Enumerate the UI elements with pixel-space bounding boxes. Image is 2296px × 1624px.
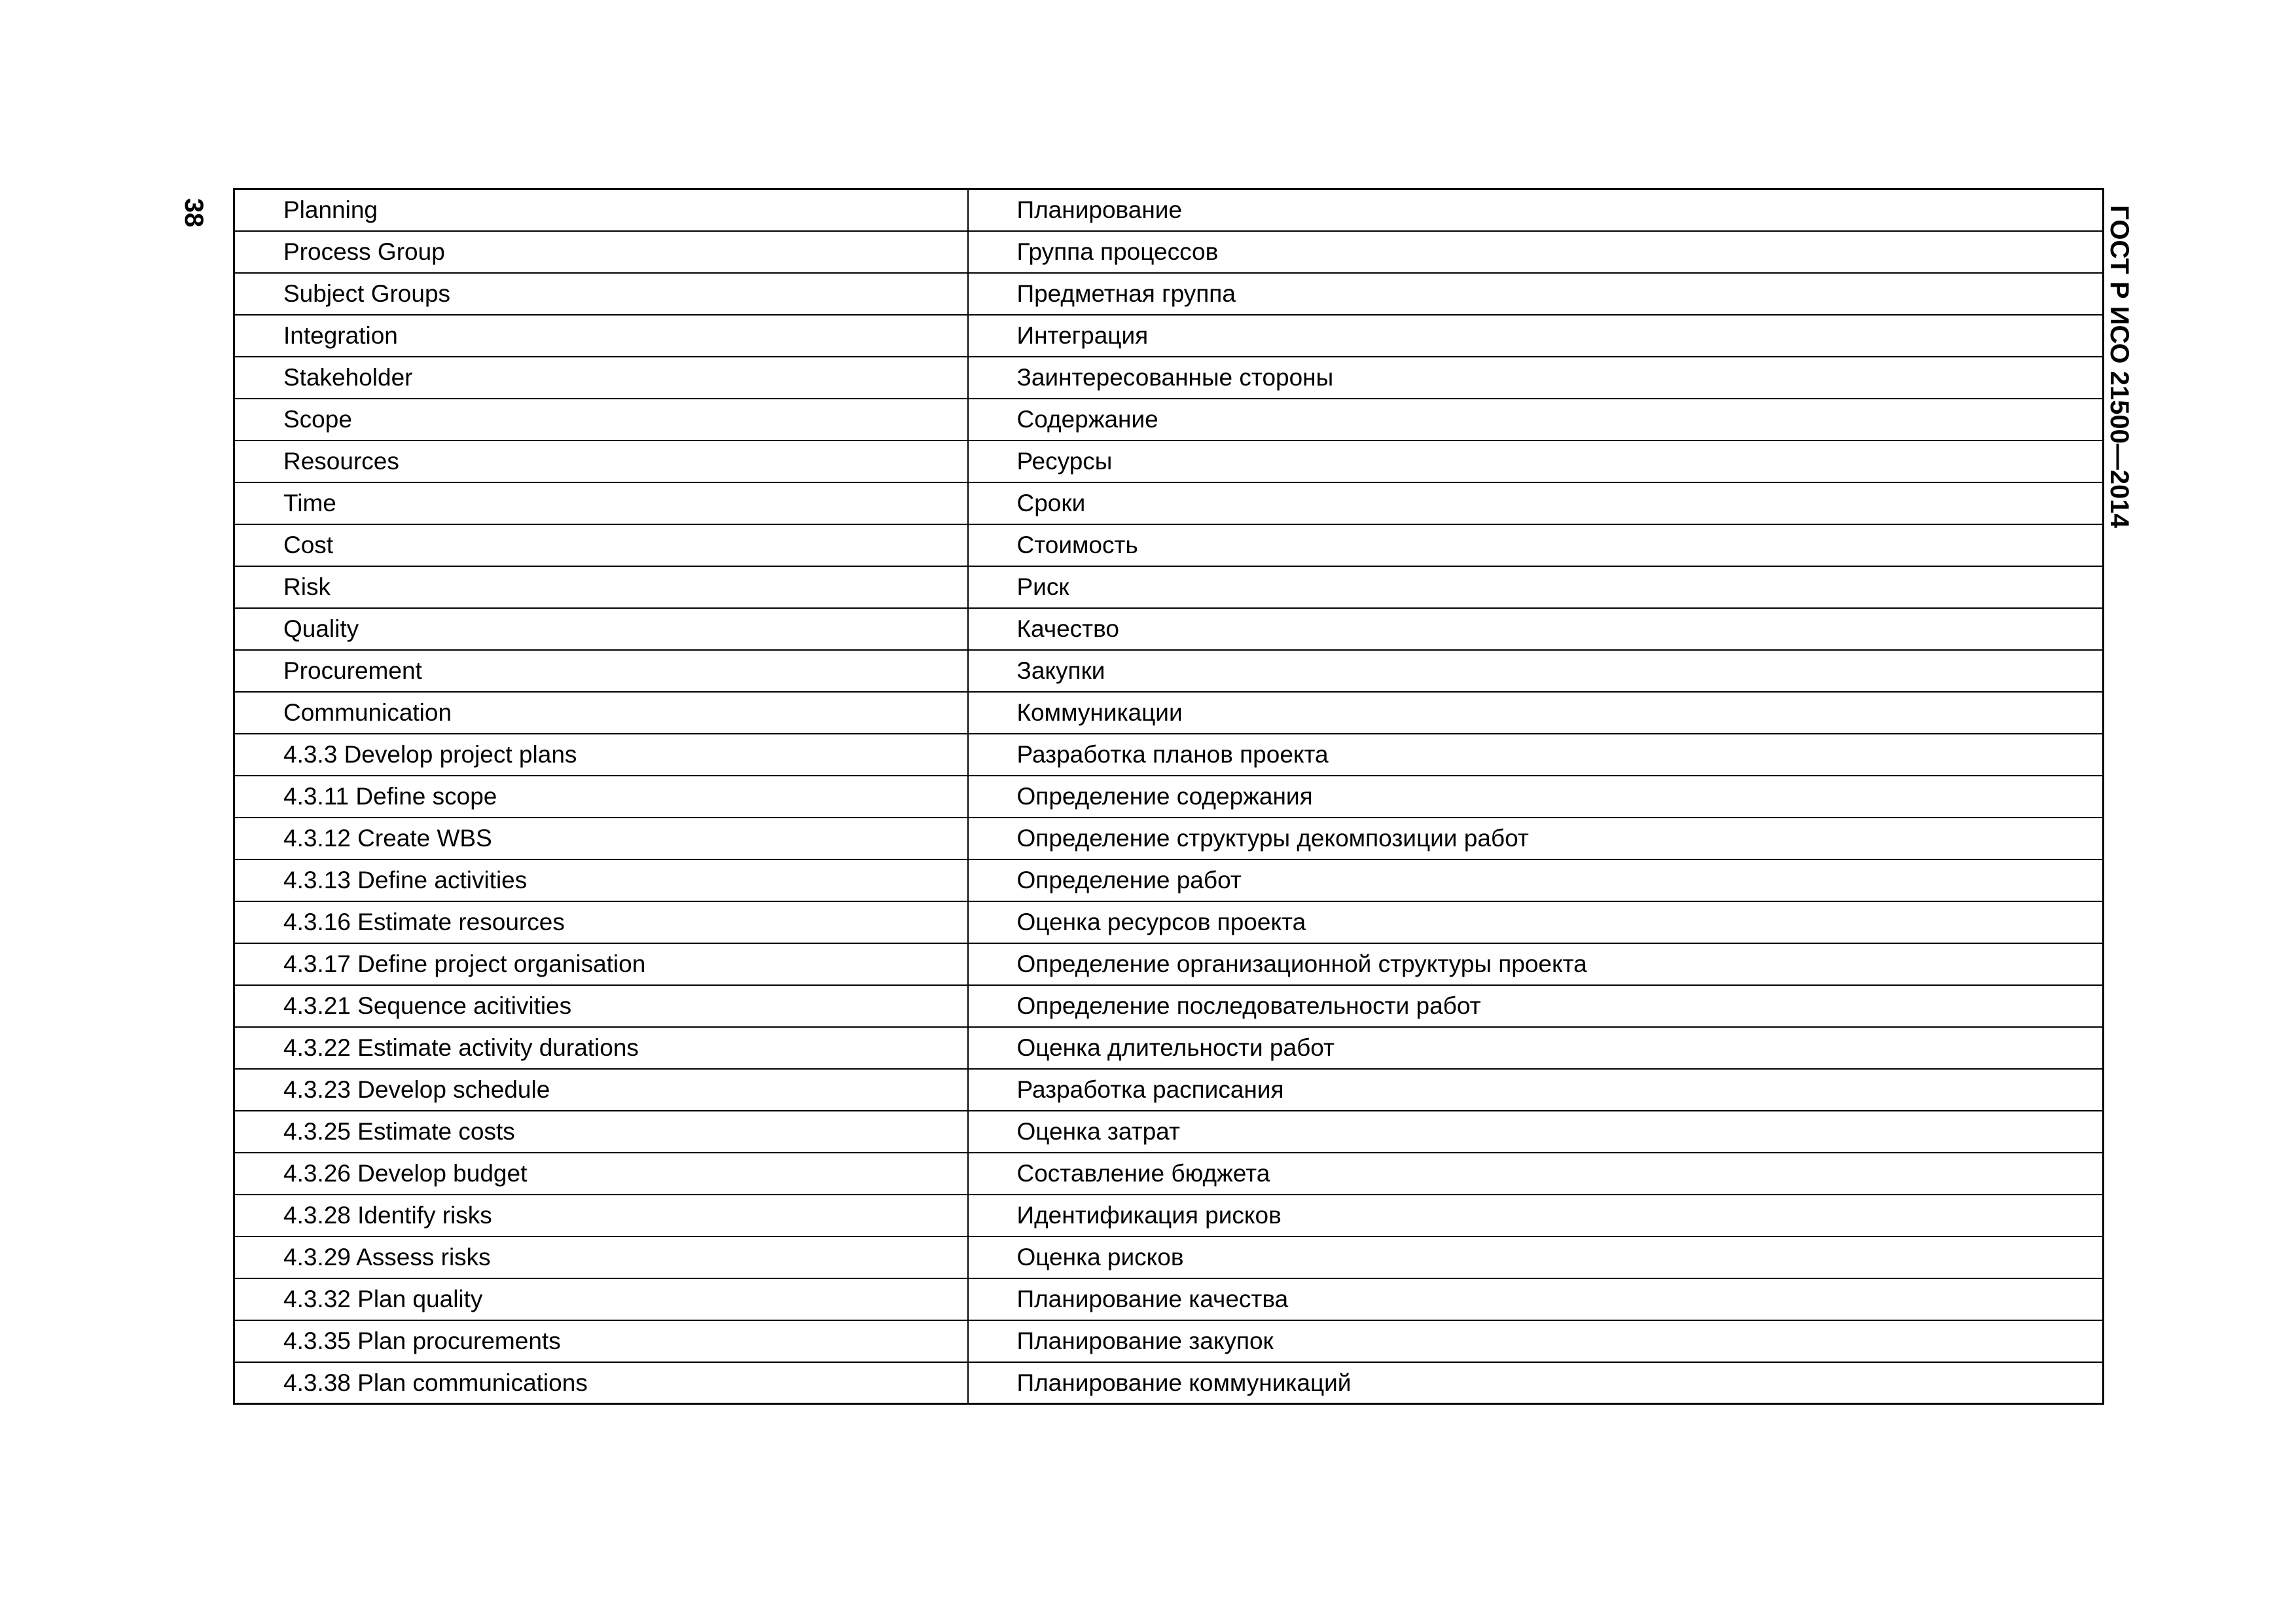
term-english: 4.3.21 Sequence acitivities xyxy=(234,985,968,1027)
term-english: 4.3.29 Assess risks xyxy=(234,1236,968,1278)
term-russian: Планирование закупок xyxy=(968,1320,2104,1362)
table-row xyxy=(234,1362,2104,1404)
term-russian: Планирование xyxy=(968,189,2104,231)
term-russian: Оценка затрат xyxy=(968,1111,2104,1153)
term-english: 4.3.35 Plan procurements xyxy=(234,1320,968,1362)
term-english: Procurement xyxy=(234,650,968,692)
term-russian: Разработка расписания xyxy=(968,1069,2104,1111)
term-russian: Разработка планов проекта xyxy=(968,734,2104,776)
term-english: 4.3.28 Identify risks xyxy=(234,1195,968,1236)
term-english: 4.3.13 Define activities xyxy=(234,859,968,901)
term-russian: Группа процессов xyxy=(968,231,2104,273)
table-row xyxy=(234,1195,2104,1236)
table-row xyxy=(234,189,2104,231)
table-row xyxy=(234,566,2104,608)
term-english: 4.3.38 Plan communications xyxy=(234,1362,968,1404)
term-russian: Составление бюджета xyxy=(968,1153,2104,1195)
term-english: Scope xyxy=(234,399,968,441)
term-english: Quality xyxy=(234,608,968,650)
term-english: 4.3.26 Develop budget xyxy=(234,1153,968,1195)
term-english: 4.3.25 Estimate costs xyxy=(234,1111,968,1153)
term-english: Process Group xyxy=(234,231,968,273)
table-row xyxy=(234,482,2104,524)
term-russian: Качество xyxy=(968,608,2104,650)
term-english: Resources xyxy=(234,441,968,482)
table-row xyxy=(234,357,2104,399)
table-row xyxy=(234,315,2104,357)
term-russian: Риск xyxy=(968,566,2104,608)
table-row xyxy=(234,524,2104,566)
term-russian: Определение последовательности работ xyxy=(968,985,2104,1027)
term-english: 4.3.22 Estimate activity durations xyxy=(234,1027,968,1069)
terms-table xyxy=(233,188,2104,1405)
term-english: 4.3.11 Define scope xyxy=(234,776,968,818)
table-row xyxy=(234,692,2104,734)
term-english: Stakeholder xyxy=(234,357,968,399)
table-row xyxy=(234,985,2104,1027)
term-english: 4.3.32 Plan quality xyxy=(234,1278,968,1320)
term-english: 4.3.3 Develop project plans xyxy=(234,734,968,776)
term-english: Time xyxy=(234,482,968,524)
table-row xyxy=(234,1027,2104,1069)
term-russian: Сроки xyxy=(968,482,2104,524)
term-russian: Определение структуры декомпозиции работ xyxy=(968,818,2104,859)
term-english: 4.3.16 Estimate resources xyxy=(234,901,968,943)
term-russian: Стоимость xyxy=(968,524,2104,566)
term-english: Planning xyxy=(234,189,968,231)
term-russian: Коммуникации xyxy=(968,692,2104,734)
table-row xyxy=(234,399,2104,441)
term-english: Subject Groups xyxy=(234,273,968,315)
term-english: Risk xyxy=(234,566,968,608)
term-english: 4.3.12 Create WBS xyxy=(234,818,968,859)
term-russian: Содержание xyxy=(968,399,2104,441)
terms-table-body xyxy=(234,189,2104,1404)
table-row xyxy=(234,1111,2104,1153)
term-russian: Ресурсы xyxy=(968,441,2104,482)
page-number: 38 xyxy=(179,198,208,228)
term-russian: Оценка длительности работ xyxy=(968,1027,2104,1069)
term-russian: Интеграция xyxy=(968,315,2104,357)
term-russian: Идентификация рисков xyxy=(968,1195,2104,1236)
document-code: ГОСТ Р ИСО 21500—2014 xyxy=(2105,205,2134,528)
term-russian: Предметная группа xyxy=(968,273,2104,315)
table-row xyxy=(234,943,2104,985)
table-row xyxy=(234,1069,2104,1111)
table-row xyxy=(234,901,2104,943)
term-russian: Определение организационной структуры проекта xyxy=(968,943,2104,985)
term-english: 4.3.17 Define project organisation xyxy=(234,943,968,985)
table-row xyxy=(234,1153,2104,1195)
table-row xyxy=(234,231,2104,273)
table-row xyxy=(234,273,2104,315)
term-russian: Определение содержания xyxy=(968,776,2104,818)
term-russian: Определение работ xyxy=(968,859,2104,901)
table-row xyxy=(234,818,2104,859)
table-row xyxy=(234,608,2104,650)
table-row xyxy=(234,441,2104,482)
term-russian: Оценка рисков xyxy=(968,1236,2104,1278)
table-row xyxy=(234,734,2104,776)
term-russian: Закупки xyxy=(968,650,2104,692)
table-row xyxy=(234,776,2104,818)
term-russian: Планирование качества xyxy=(968,1278,2104,1320)
table-row xyxy=(234,650,2104,692)
table-row xyxy=(234,1236,2104,1278)
table-row xyxy=(234,1320,2104,1362)
term-english: Integration xyxy=(234,315,968,357)
term-russian: Заинтересованные стороны xyxy=(968,357,2104,399)
term-english: Communication xyxy=(234,692,968,734)
term-english: 4.3.23 Develop schedule xyxy=(234,1069,968,1111)
term-russian: Планирование коммуникаций xyxy=(968,1362,2104,1404)
table-row xyxy=(234,1278,2104,1320)
term-english: Cost xyxy=(234,524,968,566)
term-russian: Оценка ресурсов проекта xyxy=(968,901,2104,943)
table-row xyxy=(234,859,2104,901)
